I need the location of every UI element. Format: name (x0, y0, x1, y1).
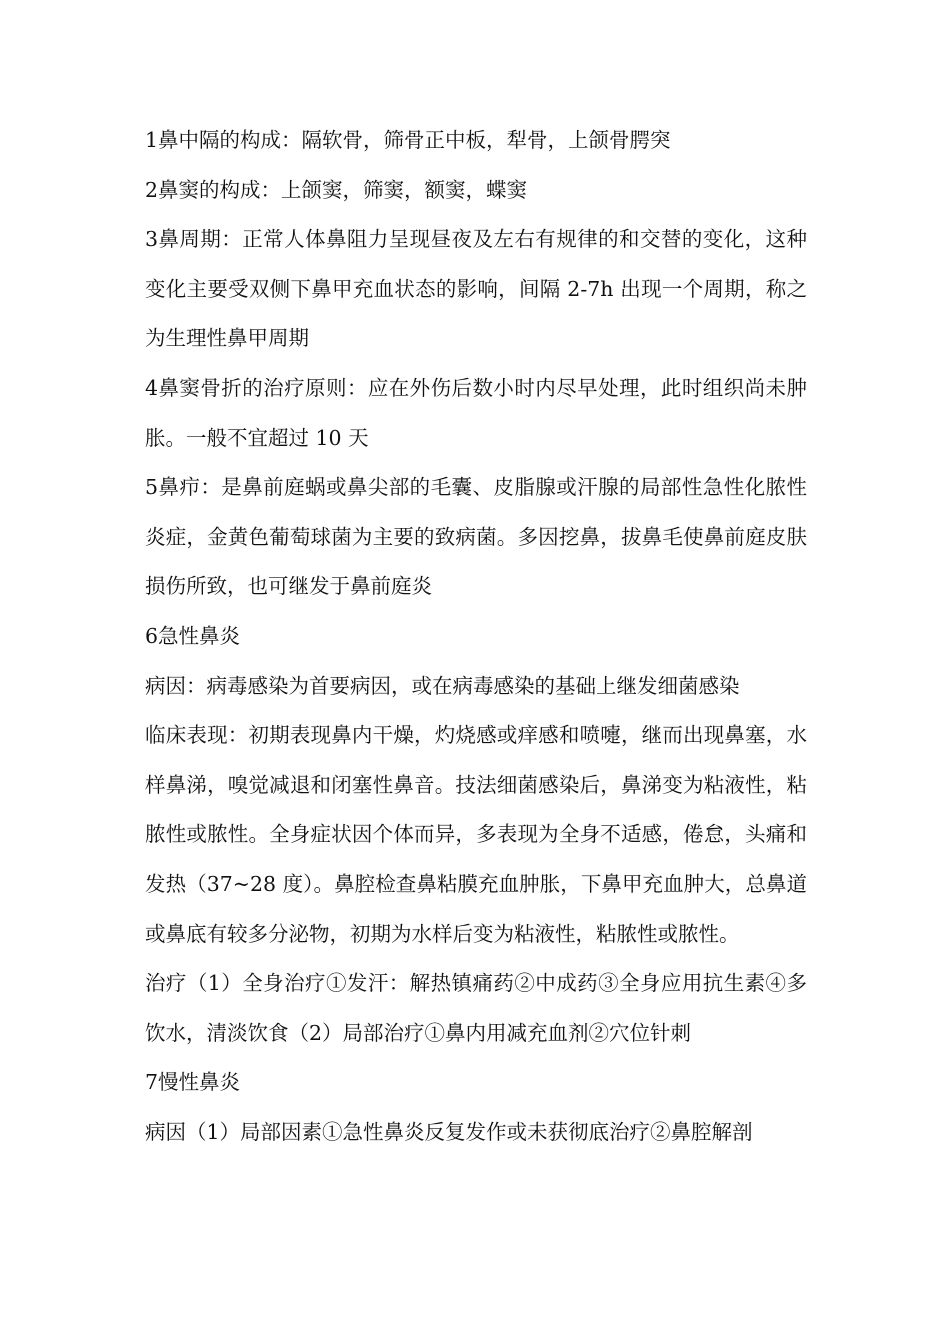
paragraph-acute-rhinitis-cause: 病因：病毒感染为首要病因，或在病毒感染的基础上继发细菌感染 (145, 673, 740, 698)
paragraph-acute-rhinitis-treatment: 治疗（1）全身治疗①发汗：解热镇痛药②中成药③全身应用抗生素④多饮水，清淡饮食（2）局部治疗①鼻内用减充血剂②穴位针刺 (145, 971, 807, 1045)
paragraph-nasal-septum: 1鼻中隔的构成：隔软骨，筛骨正中板，犁骨，上颌骨腭突 (145, 128, 671, 152)
paragraph-sinus-fracture: 4鼻窦骨折的治疗原则：应在外伤后数小时内尽早处理，此时组织尚未肿胀。一般不宜超过 10 天 (145, 375, 807, 450)
paragraph-paranasal-sinuses: 2鼻窦的构成：上颌窦，筛窦，额窦，蝶窦 (145, 177, 528, 202)
paragraph-nasal-cycle: 3鼻周期：正常人体鼻阻力呈现昼夜及左右有规律的和交替的变化，这种变化主要受双侧下鼻甲充血状态的影响，间隔 2-7h 出现一个周期，称之为生理性鼻甲周期 (145, 227, 807, 351)
paragraph-acute-rhinitis-symptoms: 临床表现：初期表现鼻内干燥，灼烧感或痒感和喷嚏，继而出现鼻塞，水样鼻涕，嗅觉减退和闭塞性鼻音。技法细菌感染后，鼻涕变为粘液性，粘脓性或脓性。全身症状因个体而异，多表现为全身不适感，倦怠，头痛和发热（37~28 度）。鼻腔检查鼻粘膜充血肿胀，下鼻甲充血肿大，总鼻道或鼻底有较多分泌物，初期为水样后变为粘液性，粘脓性或脓性。 (145, 723, 807, 946)
paragraph-chronic-rhinitis-cause: 病因（1）局部因素①急性鼻炎反复发作或未获彻底治疗②鼻腔解剖 (145, 1119, 753, 1144)
paragraph-nasal-furuncle: 5鼻疖：是鼻前庭蜗或鼻尖部的毛囊、皮脂腺或汗腺的局部性急性化脓性炎症，金黄色葡萄球菌为主要的致病菌。多因挖鼻，拔鼻毛使鼻前庭皮肤损伤所致，也可继发于鼻前庭炎 (145, 475, 807, 599)
document-body (145, 116, 807, 1157)
heading-chronic-rhinitis: 7慢性鼻炎 (145, 1070, 241, 1095)
heading-acute-rhinitis: 6急性鼻炎 (145, 623, 241, 648)
